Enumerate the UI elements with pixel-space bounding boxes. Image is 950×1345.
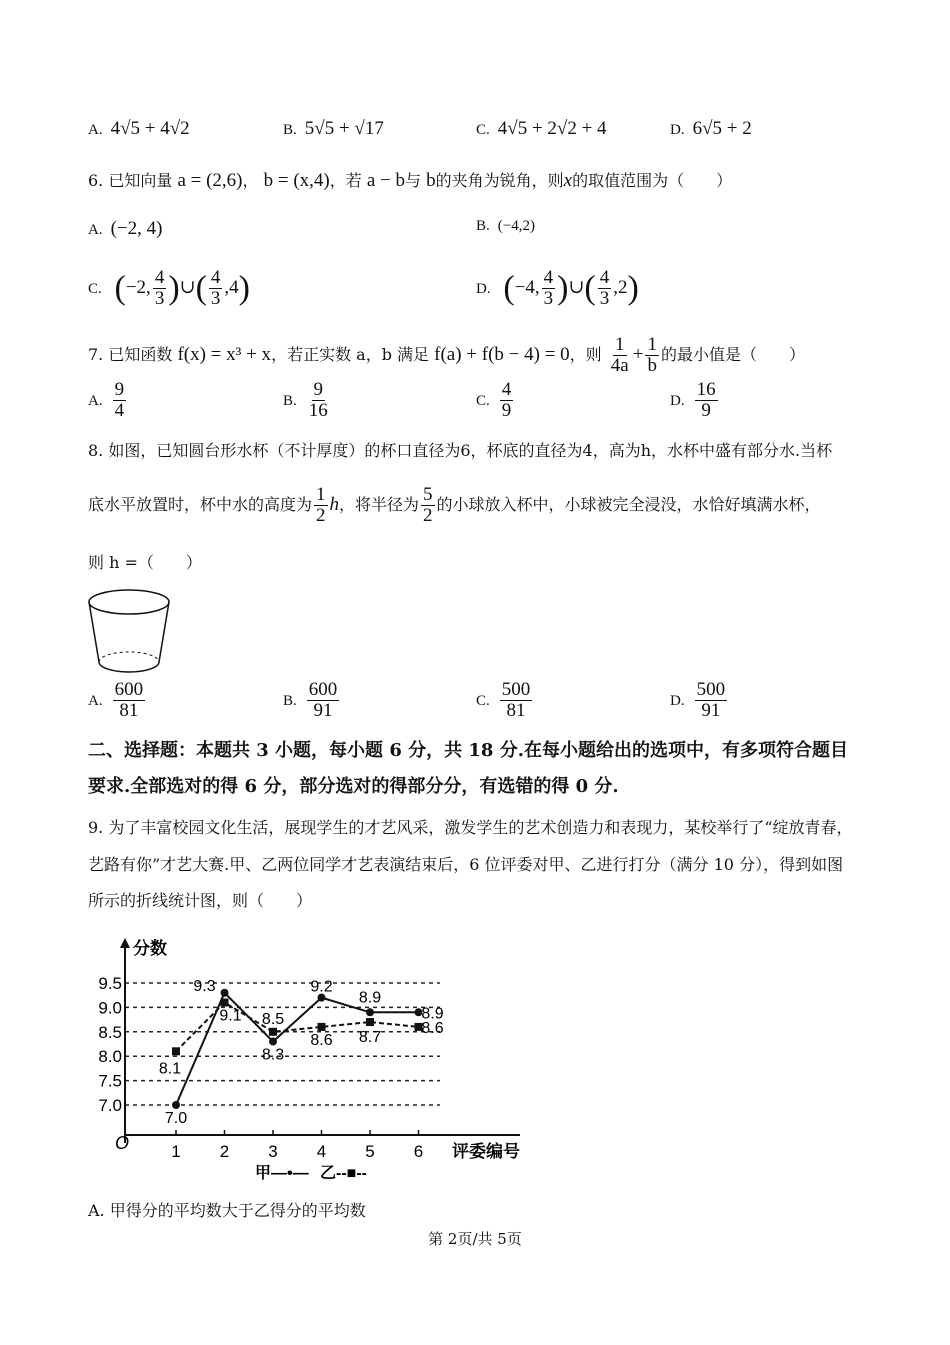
data-label-甲: 9.3	[193, 977, 216, 995]
data-label-甲: 8.9	[358, 989, 382, 1007]
data-label-乙: 8.5	[261, 1010, 285, 1028]
q7-stem: 7. 已知函数 f(x) = x³ + x，若正实数 a，b 满足 f(a) + f(b − 4) = 0，则 $\frac{1}{4a}$ + $\frac{1}{b}$ 的最小值是（ ）	[88, 334, 805, 376]
q8-line2: 底水平放置时，杯中水的高度为 $\frac{1}{2}$ h，将半径为 $\frac{5}{2}$ 的小球放入杯中，小球被完全浸没，水恰好填满水杯，	[88, 484, 821, 526]
q8-option-c[interactable]: C. $\frac{500}{81}$	[476, 679, 531, 721]
q6-option-b[interactable]: B. (−4,2)	[476, 218, 535, 234]
q7-option-b[interactable]: B. $\frac{9}{16}$	[283, 379, 328, 421]
q5-option-d[interactable]: D. 6√5 + 2	[670, 118, 752, 139]
q8-line3: 则 h =（ ）	[88, 553, 202, 572]
series-line-甲	[176, 993, 419, 1105]
y-tick-label: 9.0	[98, 998, 122, 1018]
point-甲	[221, 989, 229, 997]
q7-option-a[interactable]: A. $\frac{9}{4}$	[88, 379, 125, 421]
x-tick-label: 5	[365, 1142, 375, 1161]
y-tick-label: 8.5	[98, 1022, 122, 1042]
x-tick-label: 6	[413, 1142, 424, 1161]
q9-option-a[interactable]: A. 甲得分的平均数大于乙得分的平均数	[88, 1201, 366, 1220]
legend-jia: 甲—•—	[255, 1165, 309, 1182]
x-axis-label: 评委编号	[452, 1142, 520, 1161]
data-label-乙: 8.6	[310, 1031, 333, 1049]
origin-label: O	[115, 1133, 130, 1153]
line-chart	[80, 930, 550, 1185]
data-label-甲: 8.3	[261, 1046, 285, 1064]
q5-option-b[interactable]: B. 5√5 + √17	[283, 118, 384, 139]
q8-option-d[interactable]: D. $\frac{500}{91}$	[670, 679, 726, 721]
section2-line1: 二、选择题：本题共 3 小题，每小题 6 分，共 18 分.在每小题给出的选项中，有多项符合题目	[88, 740, 848, 761]
q6-option-c[interactable]: C. (−2, $\frac{4}{3}$ )∪( $\frac{4}{3}$ ,4)	[88, 267, 250, 309]
q9-line3: 所示的折线统计图，则（ ）	[88, 891, 313, 910]
series-line-乙	[176, 1003, 419, 1052]
cup-figure	[86, 582, 172, 678]
data-label-乙: 8.7	[358, 1029, 382, 1047]
x-tick-label: 3	[268, 1142, 278, 1161]
legend-yi: 乙--■--	[320, 1165, 367, 1182]
q7-option-c[interactable]: C. $\frac{4}{9}$	[476, 379, 512, 421]
y-axis-label: 分数	[133, 939, 167, 958]
y-tick-label: 8.0	[98, 1047, 122, 1067]
data-label-乙: 8.6	[421, 1019, 444, 1037]
q5-option-c[interactable]: C. 4√5 + 2√2 + 4	[476, 118, 607, 139]
data-label-乙: 8.1	[158, 1060, 182, 1078]
section2-line2: 要求.全部选对的得 6 分，部分选对的得部分分，有选错的得 0 分.	[88, 776, 619, 797]
chart-grid	[125, 983, 440, 1105]
data-label-乙: 9.1	[219, 1007, 242, 1025]
q8-option-b[interactable]: B. $\frac{600}{91}$	[283, 679, 338, 721]
x-tick-label: 1	[171, 1142, 181, 1161]
q8-option-a[interactable]: A. $\frac{600}{81}$	[88, 679, 144, 721]
point-乙	[172, 1047, 180, 1055]
data-label-甲: 8.9	[421, 1005, 444, 1023]
point-乙	[269, 1028, 277, 1036]
q6-stem: 6. 已知向量 a = (2,6)， b = (x,4)，若 a − b与 b的夹角为锐角，则x的取值范围为（ ）	[88, 170, 733, 191]
point-甲	[366, 1008, 374, 1016]
q5-option-a[interactable]: A. 4√5 + 4√2	[88, 118, 190, 139]
x-tick-label: 2	[219, 1142, 230, 1161]
point-乙	[318, 1023, 326, 1031]
q6-option-a[interactable]: A. (−2, 4)	[88, 218, 163, 239]
chart-labels	[98, 938, 520, 1182]
x-tick-label: 4	[316, 1142, 327, 1161]
q6-option-d[interactable]: D. (−4, $\frac{4}{3}$ )∪( $\frac{4}{3}$ ,2)	[476, 267, 639, 309]
q8-line1: 8. 如图，已知圆台形水杯（不计厚度）的杯口直径为6，杯底的直径为4，高为h，水杯中盛有部分水.当杯	[88, 441, 833, 460]
y-tick-label: 7.5	[98, 1071, 122, 1091]
q9-line1: 9. 为了丰富校园文化生活，展现学生的才艺风采，激发学生的艺术创造力和表现力，某校举行了“绽放青春，	[88, 818, 853, 837]
y-tick-label: 7.0	[98, 1096, 122, 1115]
point-乙	[221, 999, 229, 1007]
y-axis-arrow	[120, 938, 130, 948]
y-tick-label: 9.5	[98, 974, 122, 993]
data-label-甲: 9.2	[310, 978, 333, 996]
page-footer: 第 2页/共 5页	[428, 1230, 522, 1248]
q7-option-d[interactable]: D. $\frac{16}{9}$	[670, 379, 716, 421]
point-甲	[269, 1038, 277, 1046]
q9-line2: 艺路有你”才艺大赛.甲、乙两位同学才艺表演结束后，6 位评委对甲、乙进行打分（满分 10 分），得到如图	[88, 855, 844, 874]
point-乙	[366, 1018, 374, 1026]
data-label-甲: 7.0	[164, 1110, 188, 1127]
point-甲	[172, 1101, 180, 1109]
